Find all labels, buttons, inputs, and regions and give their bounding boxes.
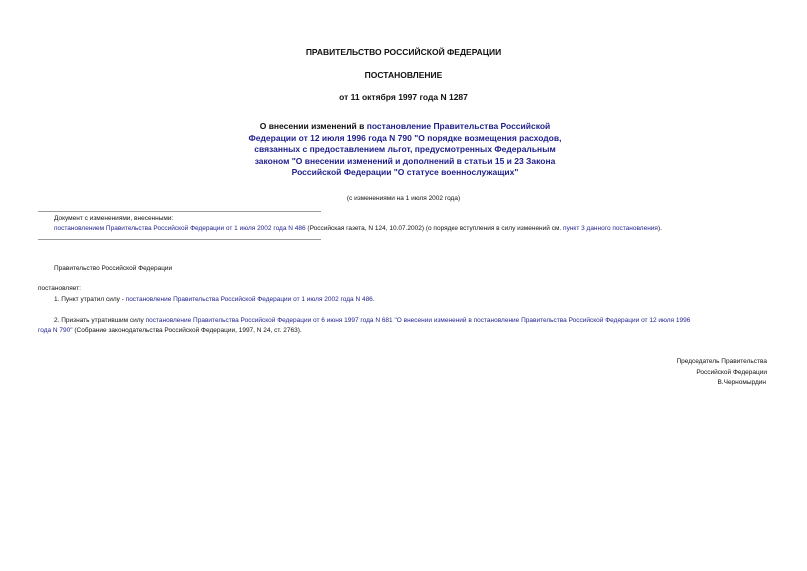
subject-link[interactable]: постановление Правительства Российской Федерации от 12 июля 1996 года N 790 "О порядке возмещения расходов, связанных с предоставлением льгот, предусмотренных Федеральным законом "О внесении изменений и дополнений в статьи 15 и 23 Закона Российской Федерации "О статусе военнослужащих" [248, 121, 562, 178]
item-2-line-2 [38, 326, 302, 335]
document-subject [245, 121, 565, 179]
revision-end-text: ). [657, 225, 662, 232]
revision-link-clause[interactable]: пункт 3 данного постановления [563, 225, 658, 232]
item-2-end: (Собрание законодательства Российской Федерации, 1997, N 24, ст. 2763). [72, 327, 302, 334]
revision-link-decree[interactable]: постановлением Правительства Российской Федерации от 1 июля 2002 года N 486 [54, 225, 306, 232]
item-2-link-part-2[interactable]: года N 790" [38, 327, 73, 334]
date-number-heading: от 11 октября 1997 года N 1287 [339, 92, 468, 102]
subject-prefix: О внесении изменений в [259, 121, 367, 131]
item-2-prefix: 2. Признать утратившим силу [54, 317, 146, 324]
government-line: Правительство Российской Федерации [54, 265, 173, 272]
signature-title: Председатель Правительства [676, 358, 767, 365]
item-2-link-part-1[interactable]: постановление Правительства Российской Федерации от 6 июня 1997 года N 681 "О внесении изменений в постановление Правительства Российской Федерации от 12 июля 1996 [145, 317, 691, 324]
signature-name: В.Черномырдин [717, 379, 766, 386]
revision-note-title: Документ с изменениями, внесенными: [54, 215, 174, 222]
signature-country: Российской Федерации [696, 369, 767, 376]
issuer-heading: ПРАВИТЕЛЬСТВО РОССИЙСКОЙ ФЕДЕРАЦИИ [305, 47, 502, 57]
item-1 [54, 295, 375, 304]
changes-note: (с изменениями на 1 июля 2002 года) [346, 195, 461, 202]
item-2-line-1 [54, 316, 690, 325]
item-1-link[interactable]: постановление Правительства Российской Федерации от 1 июля 2002 года N 486 [125, 296, 373, 303]
decrees-word: постановляет: [38, 285, 81, 292]
revision-note-line [54, 224, 662, 233]
divider-top [38, 211, 321, 212]
item-1-end: . [372, 296, 375, 303]
document-type-heading: ПОСТАНОВЛЕНИЕ [364, 70, 443, 80]
revision-middle-text: (Российская газета, N 124, 10.07.2002) (о порядке вступления в силу изменений см. [305, 225, 564, 232]
divider-bottom [38, 239, 321, 240]
item-1-prefix: 1. Пункт утратил силу - [54, 296, 126, 303]
